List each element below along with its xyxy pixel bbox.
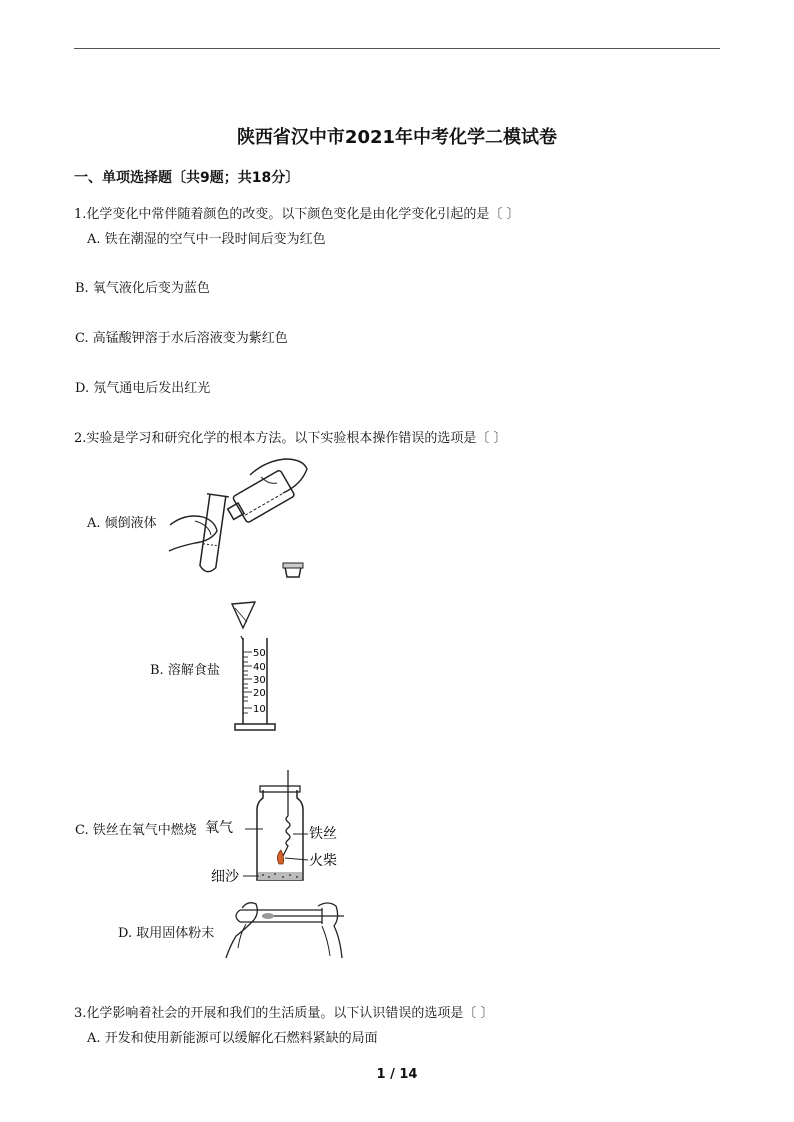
question-1-stem: 1.化学变化中常伴随着颜色的改变。以下颜色变化是由化学变化引起的是〔 〕 bbox=[74, 207, 520, 222]
question-1-option-d: D. 氖气通电后发出红光 bbox=[75, 381, 211, 396]
powder-spatula-figure bbox=[222, 896, 354, 960]
cylinder-mark-50: 50 bbox=[253, 648, 266, 659]
cylinder-mark-20: 20 bbox=[253, 688, 266, 699]
graduated-cylinder-figure bbox=[225, 600, 285, 735]
question-3-option-a: A. 开发和使用新能源可以缓解化石燃料紧缺的局面 bbox=[87, 1031, 378, 1046]
label-oxygen: 氧气 bbox=[205, 820, 233, 836]
header-rule bbox=[74, 48, 720, 49]
question-1-option-a: A. 铁在潮湿的空气中一段时间后变为红色 bbox=[87, 232, 326, 247]
question-1-option-b: B. 氧气液化后变为蓝色 bbox=[75, 281, 210, 296]
cylinder-mark-30: 30 bbox=[253, 675, 266, 686]
cylinder-mark-10: 10 bbox=[253, 704, 266, 715]
question-3-stem: 3.化学影响着社会的开展和我们的生活质量。以下认识错误的选项是〔 〕 bbox=[74, 1006, 494, 1021]
page-number: 1 / 14 bbox=[376, 1067, 418, 1082]
label-match: 火柴 bbox=[309, 853, 337, 869]
question-2-option-d: D. 取用固体粉末 bbox=[118, 926, 215, 941]
question-2-stem: 2.实验是学习和研究化学的根本方法。以下实验根本操作错误的选项是〔 〕 bbox=[74, 431, 507, 446]
question-2-option-b: B. 溶解食盐 bbox=[150, 663, 220, 678]
page-title: 陕西省汉中市2021年中考化学二模试卷 bbox=[236, 127, 558, 148]
question-2-option-c: C. 铁丝在氧气中燃烧 bbox=[75, 823, 197, 838]
question-2-option-a: A. 倾倒液体 bbox=[87, 516, 157, 531]
iron-burning-figure bbox=[205, 768, 355, 886]
pouring-liquid-figure bbox=[165, 455, 310, 585]
cylinder-mark-40: 40 bbox=[253, 662, 266, 673]
label-sand: 细沙 bbox=[211, 869, 239, 885]
label-iron-wire: 铁丝 bbox=[309, 826, 337, 842]
question-1-option-c: C. 高锰酸钾溶于水后溶液变为紫红色 bbox=[75, 331, 288, 346]
section-heading: 一、单项选择题〔共9题；共18分〕 bbox=[74, 170, 300, 186]
